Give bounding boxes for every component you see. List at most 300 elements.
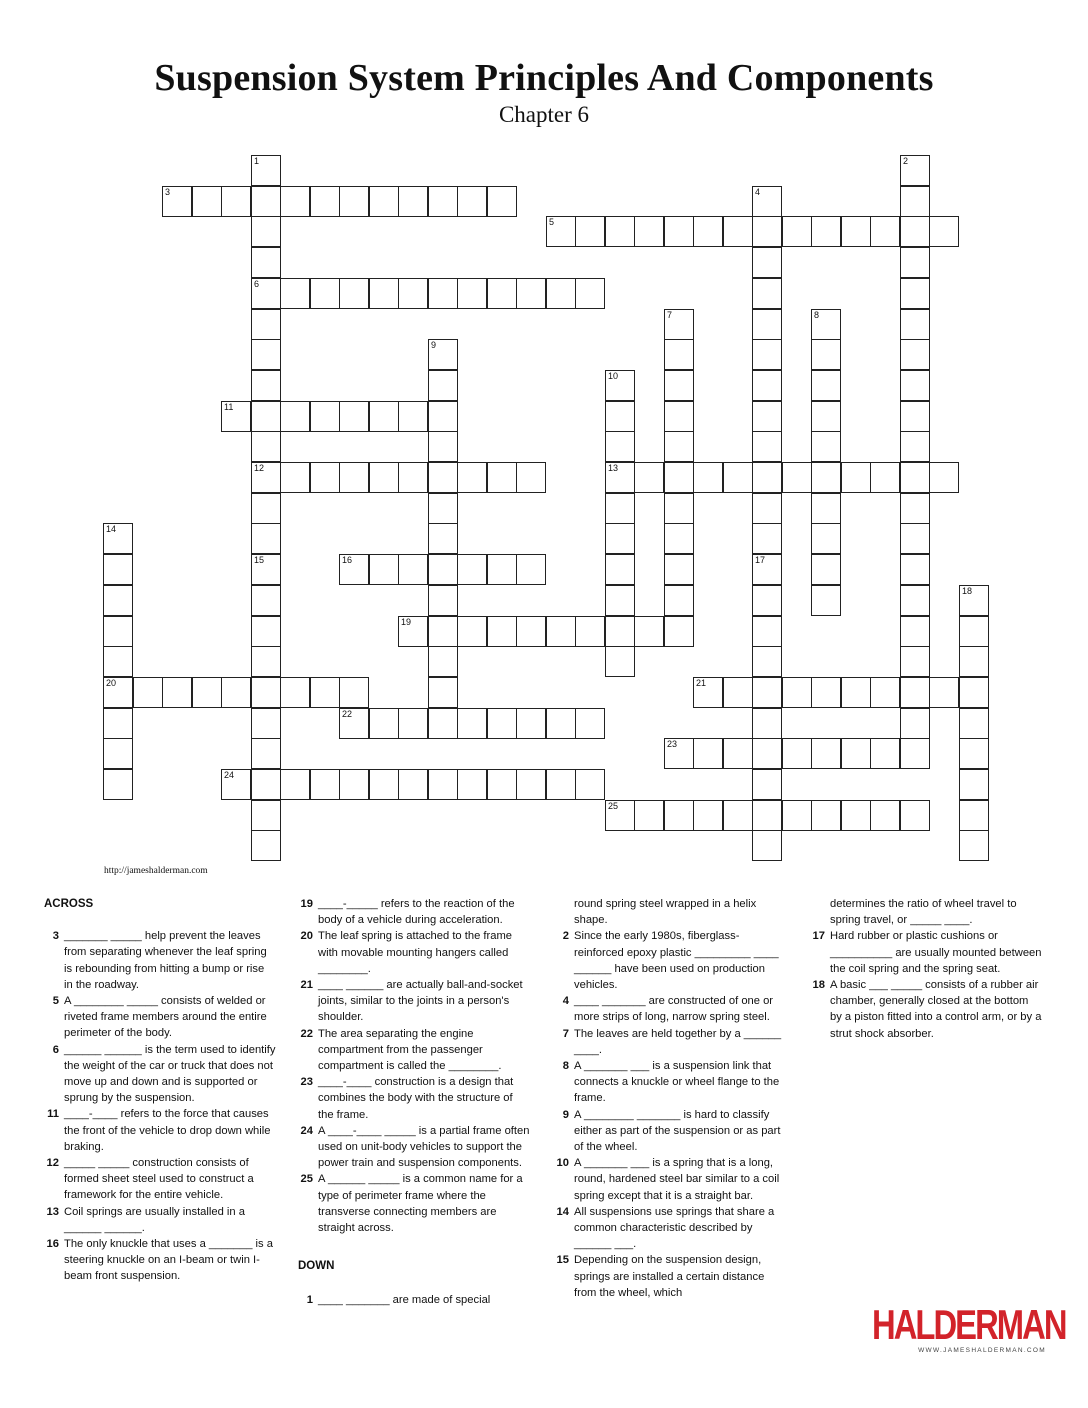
clue-9 (554, 1107, 786, 1156)
grid-cell[interactable] (752, 247, 782, 278)
grid-cell[interactable] (811, 554, 841, 585)
grid-cell[interactable] (752, 309, 782, 340)
grid-cell[interactable] (428, 431, 458, 462)
clue-continuation: determines the ratio of wheel travel to spring travel, or _____ ____. (830, 898, 1017, 927)
grid-cell[interactable] (811, 800, 841, 831)
grid-cell[interactable] (782, 216, 812, 247)
grid-cell[interactable] (752, 677, 782, 708)
grid-cell[interactable] (811, 677, 841, 708)
clue-number: 7 (562, 1027, 569, 1040)
clue-number: 25 (300, 1173, 313, 1186)
grid-cell[interactable] (664, 431, 694, 462)
grid-cell[interactable] (280, 462, 310, 493)
grid-cell[interactable] (900, 800, 930, 831)
grid-cell[interactable] (369, 462, 399, 493)
grid-cell[interactable] (752, 462, 782, 493)
clue-number: 5 (52, 995, 59, 1008)
grid-cell[interactable] (251, 800, 281, 831)
clue-number: 21 (300, 979, 313, 992)
grid-cell[interactable] (487, 462, 517, 493)
grid-cell[interactable] (251, 247, 281, 278)
grid-cell[interactable] (339, 769, 369, 800)
grid-cell[interactable] (251, 186, 281, 217)
grid-cell[interactable] (487, 769, 517, 800)
grid-cell[interactable] (575, 278, 605, 309)
grid-cell[interactable] (782, 462, 812, 493)
grid-cell[interactable] (634, 616, 664, 647)
clue-number: 16 (46, 1238, 59, 1251)
grid-cell[interactable] (428, 769, 458, 800)
grid-cell[interactable] (900, 585, 930, 616)
grid-cell[interactable] (103, 585, 133, 616)
clue-text: ______ ______ is the term used to identify the weight of the car or truck that does not move up and down and is supported or sprung by the suspension. (64, 1043, 276, 1105)
grid-clue-number: 3 (165, 187, 171, 197)
grid-cell[interactable] (752, 339, 782, 370)
clue-text: A _______ ___ is a spring that is a long, round, hardened steel bar similar to a coil spring except that it is a straight bar. (574, 1157, 780, 1202)
grid-cell[interactable] (723, 462, 753, 493)
grid-cell[interactable] (664, 216, 694, 247)
grid-cell[interactable] (900, 493, 930, 524)
grid-cell[interactable] (310, 401, 340, 432)
clue-text: All suspensions use springs that share a common characteristic described by ______ ___. (574, 1205, 775, 1251)
clue-3 (44, 928, 276, 993)
grid-cell[interactable] (428, 646, 458, 677)
grid-cell[interactable] (398, 401, 428, 432)
across-clue-list-continued (298, 896, 530, 1236)
grid-cell[interactable] (870, 800, 900, 831)
grid-cell[interactable] (192, 677, 222, 708)
grid-cell[interactable] (900, 677, 930, 708)
grid-cell[interactable] (251, 370, 281, 401)
grid-cell[interactable] (811, 738, 841, 769)
grid-cell[interactable] (103, 708, 133, 739)
grid-cell[interactable] (900, 339, 930, 370)
grid-cell[interactable] (280, 186, 310, 217)
grid-cell[interactable] (605, 216, 635, 247)
grid-cell[interactable] (841, 216, 871, 247)
grid-cell[interactable] (546, 216, 576, 247)
grid-cell[interactable] (457, 186, 487, 217)
clue-number: 17 (812, 930, 825, 943)
grid-cell[interactable] (634, 216, 664, 247)
grid-cell[interactable] (811, 493, 841, 524)
grid-cell[interactable] (516, 462, 546, 493)
grid-cell[interactable] (959, 616, 989, 647)
grid-cell[interactable] (280, 401, 310, 432)
grid-cell[interactable] (752, 493, 782, 524)
grid-cell[interactable] (900, 646, 930, 677)
grid-cell[interactable] (339, 401, 369, 432)
grid-cell[interactable] (398, 554, 428, 585)
grid-cell[interactable] (723, 216, 753, 247)
grid-cell[interactable] (487, 616, 517, 647)
grid-cell[interactable] (310, 462, 340, 493)
grid-clue-number: 14 (106, 524, 117, 534)
grid-cell[interactable] (900, 309, 930, 340)
grid-cell[interactable] (428, 186, 458, 217)
grid-cell[interactable] (251, 401, 281, 432)
grid-cell[interactable] (693, 677, 723, 708)
clue-text: ____-____ construction is a design that combines the body with the structure of the frame. (318, 1076, 514, 1121)
grid-cell[interactable] (251, 585, 281, 616)
grid-cell[interactable] (752, 278, 782, 309)
grid-cell[interactable] (752, 646, 782, 677)
grid-clue-number: 12 (254, 463, 265, 473)
grid-cell[interactable] (870, 462, 900, 493)
grid-cell[interactable] (752, 401, 782, 432)
grid-cell[interactable] (900, 247, 930, 278)
grid-cell[interactable] (516, 616, 546, 647)
grid-cell[interactable] (280, 278, 310, 309)
grid-cell[interactable] (664, 738, 694, 769)
clue-text: ____-_____ refers to the reaction of the body of a vehicle during acceleration. (318, 898, 515, 927)
clue-16 (44, 1236, 276, 1285)
grid-cell[interactable] (428, 278, 458, 309)
grid-cell[interactable] (546, 616, 576, 647)
grid-cell[interactable] (811, 370, 841, 401)
grid-cell[interactable] (251, 278, 281, 309)
grid-cell[interactable] (310, 677, 340, 708)
grid-cell[interactable] (221, 186, 251, 217)
grid-cell[interactable] (398, 278, 428, 309)
grid-cell[interactable] (428, 554, 458, 585)
grid-cell[interactable] (900, 738, 930, 769)
grid-cell[interactable] (103, 646, 133, 677)
grid-cell[interactable] (605, 554, 635, 585)
grid-cell[interactable] (900, 278, 930, 309)
grid-cell[interactable] (221, 677, 251, 708)
grid-cell[interactable] (900, 554, 930, 585)
grid-cell[interactable] (693, 216, 723, 247)
grid-cell[interactable] (575, 216, 605, 247)
grid-cell[interactable] (634, 800, 664, 831)
grid-cell[interactable] (457, 616, 487, 647)
grid-cell[interactable] (516, 708, 546, 739)
grid-cell[interactable] (664, 800, 694, 831)
grid-cell[interactable] (811, 309, 841, 340)
grid-cell[interactable] (959, 646, 989, 677)
grid-cell[interactable] (634, 462, 664, 493)
grid-cell[interactable] (664, 554, 694, 585)
grid-cell[interactable] (487, 708, 517, 739)
grid-cell[interactable] (959, 677, 989, 708)
grid-cell[interactable] (310, 769, 340, 800)
grid-cell[interactable] (428, 401, 458, 432)
grid-cell[interactable] (369, 186, 399, 217)
grid-cell[interactable] (605, 800, 635, 831)
grid-cell[interactable] (251, 462, 281, 493)
grid-cell[interactable] (162, 677, 192, 708)
grid-cell[interactable] (428, 616, 458, 647)
grid-cell[interactable] (900, 155, 930, 186)
grid-cell[interactable] (959, 830, 989, 861)
grid-cell[interactable] (428, 585, 458, 616)
clue-7 (554, 1026, 786, 1058)
grid-cell[interactable] (900, 616, 930, 647)
grid-cell[interactable] (369, 708, 399, 739)
grid-cell[interactable] (693, 738, 723, 769)
grid-cell[interactable] (251, 738, 281, 769)
grid-cell[interactable] (339, 462, 369, 493)
grid-cell[interactable] (546, 769, 576, 800)
grid-cell[interactable] (605, 523, 635, 554)
grid-cell[interactable] (841, 800, 871, 831)
grid-cell[interactable] (782, 677, 812, 708)
grid-cell[interactable] (664, 401, 694, 432)
grid-cell[interactable] (339, 708, 369, 739)
grid-cell[interactable] (929, 216, 959, 247)
clue-text: ____ _______ are made of special (318, 1294, 491, 1307)
site-url: http://jameshalderman.com (104, 866, 208, 876)
grid-cell[interactable] (280, 677, 310, 708)
grid-cell[interactable] (428, 708, 458, 739)
grid-cell[interactable] (811, 401, 841, 432)
grid-cell[interactable] (546, 708, 576, 739)
grid-cell[interactable] (103, 616, 133, 647)
grid-cell[interactable] (251, 155, 281, 186)
grid-cell[interactable] (605, 493, 635, 524)
grid-cell[interactable] (575, 769, 605, 800)
grid-cell[interactable] (959, 585, 989, 616)
clue-1 (298, 1292, 530, 1308)
grid-cell[interactable] (575, 708, 605, 739)
grid-cell[interactable] (251, 677, 281, 708)
grid-cell[interactable] (605, 431, 635, 462)
grid-cell[interactable] (811, 339, 841, 370)
clue-text: The leaves are held together by a ______ ____. (574, 1027, 782, 1056)
grid-cell[interactable] (251, 523, 281, 554)
grid-cell[interactable] (251, 493, 281, 524)
grid-cell[interactable] (251, 616, 281, 647)
grid-cell[interactable] (752, 800, 782, 831)
grid-cell[interactable] (251, 830, 281, 861)
grid-cell[interactable] (664, 493, 694, 524)
grid-clue-number: 19 (401, 617, 412, 627)
grid-cell[interactable] (487, 554, 517, 585)
grid-cell[interactable] (900, 186, 930, 217)
grid-cell[interactable] (398, 769, 428, 800)
grid-cell[interactable] (959, 769, 989, 800)
grid-cell[interactable] (900, 370, 930, 401)
grid-cell[interactable] (752, 370, 782, 401)
grid-cell[interactable] (811, 523, 841, 554)
clues-column-3 (554, 896, 786, 1301)
grid-cell[interactable] (959, 708, 989, 739)
grid-cell[interactable] (487, 186, 517, 217)
clue-number: 15 (556, 1254, 569, 1267)
clue-4 (554, 993, 786, 1025)
grid-cell[interactable] (251, 646, 281, 677)
grid-cell[interactable] (428, 493, 458, 524)
grid-cell[interactable] (664, 370, 694, 401)
across-clue-list (44, 928, 276, 1284)
grid-cell[interactable] (369, 554, 399, 585)
grid-cell[interactable] (811, 462, 841, 493)
clue-number: 6 (52, 1043, 59, 1056)
grid-cell[interactable] (664, 523, 694, 554)
grid-cell[interactable] (959, 738, 989, 769)
grid-cell[interactable] (192, 186, 222, 217)
grid-cell[interactable] (546, 278, 576, 309)
logo-brand: HALDERMAN (872, 1301, 1066, 1348)
grid-cell[interactable] (782, 800, 812, 831)
grid-cell[interactable] (428, 462, 458, 493)
grid-cell[interactable] (752, 216, 782, 247)
clue-text: A ______ _____ is a common name for a type of perimeter frame where the transverse connecting members are straight across. (318, 1173, 523, 1235)
clue-text: Depending on the suspension design, springs are installed a certain distance from the wheel, which (574, 1254, 765, 1299)
grid-cell[interactable] (398, 708, 428, 739)
grid-cell[interactable] (398, 616, 428, 647)
grid-cell[interactable] (870, 216, 900, 247)
grid-cell[interactable] (752, 523, 782, 554)
grid-clue-number: 5 (549, 217, 555, 227)
grid-cell[interactable] (251, 216, 281, 247)
grid-cell[interactable] (339, 677, 369, 708)
grid-cell[interactable] (457, 708, 487, 739)
clue-24 (298, 1123, 530, 1172)
grid-cell[interactable] (103, 738, 133, 769)
grid-cell[interactable] (870, 738, 900, 769)
clue-number: 19 (300, 898, 313, 910)
grid-cell[interactable] (664, 585, 694, 616)
grid-cell[interactable] (516, 769, 546, 800)
clue-number: 12 (46, 1157, 59, 1170)
clue-text: ____ _______ are constructed of one or more strips of long, narrow spring steel. (574, 995, 774, 1024)
grid-cell[interactable] (251, 554, 281, 585)
grid-cell[interactable] (251, 708, 281, 739)
grid-cell[interactable] (841, 677, 871, 708)
grid-cell[interactable] (487, 278, 517, 309)
grid-cell[interactable] (605, 646, 635, 677)
grid-cell[interactable] (605, 585, 635, 616)
grid-cell[interactable] (664, 339, 694, 370)
grid-cell[interactable] (310, 278, 340, 309)
grid-cell[interactable] (398, 186, 428, 217)
grid-clue-number: 23 (667, 739, 678, 749)
grid-cell[interactable] (811, 216, 841, 247)
grid-cell[interactable] (605, 462, 635, 493)
clue-number: 18 (812, 979, 825, 992)
clue-text: _______ _____ help prevent the leaves from separating whenever the leaf spring is rebounding from hitting a bump or rise in the roadway. (64, 930, 267, 991)
grid-cell[interactable] (605, 401, 635, 432)
grid-cell[interactable] (280, 769, 310, 800)
grid-cell[interactable] (782, 738, 812, 769)
grid-cell[interactable] (841, 738, 871, 769)
grid-cell[interactable] (339, 278, 369, 309)
grid-cell[interactable] (310, 186, 340, 217)
grid-cell[interactable] (369, 769, 399, 800)
grid-cell[interactable] (752, 554, 782, 585)
grid-cell[interactable] (752, 708, 782, 739)
clue-text: ____ ______ are actually ball-and-socket joints, similar to the joints in a person's shoulder. (318, 979, 523, 1024)
grid-cell[interactable] (870, 677, 900, 708)
grid-cell[interactable] (103, 554, 133, 585)
grid-cell[interactable] (900, 523, 930, 554)
grid-cell[interactable] (339, 186, 369, 217)
grid-cell[interactable] (929, 462, 959, 493)
page-title: Suspension System Principles And Components (154, 57, 934, 99)
grid-cell[interactable] (841, 462, 871, 493)
clue-8 (554, 1058, 786, 1107)
grid-cell[interactable] (398, 462, 428, 493)
grid-cell[interactable] (103, 523, 133, 554)
grid-cell[interactable] (605, 370, 635, 401)
grid-cell[interactable] (339, 554, 369, 585)
grid-clue-number: 10 (608, 371, 619, 381)
clue-2 (554, 928, 786, 993)
grid-cell[interactable] (251, 309, 281, 340)
grid-cell[interactable] (221, 769, 251, 800)
grid-cell[interactable] (457, 278, 487, 309)
grid-cell[interactable] (428, 339, 458, 370)
grid-cell[interactable] (811, 585, 841, 616)
grid-cell[interactable] (723, 738, 753, 769)
grid-cell[interactable] (752, 616, 782, 647)
grid-cell[interactable] (428, 523, 458, 554)
clue-number: 8 (562, 1060, 569, 1073)
grid-cell[interactable] (428, 677, 458, 708)
grid-cell[interactable] (752, 769, 782, 800)
grid-cell[interactable] (929, 677, 959, 708)
grid-cell[interactable] (900, 401, 930, 432)
grid-cell[interactable] (162, 186, 192, 217)
grid-cell[interactable] (752, 830, 782, 861)
grid-cell[interactable] (959, 800, 989, 831)
clue-number: 10 (556, 1157, 569, 1170)
grid-cell[interactable] (133, 677, 163, 708)
grid-cell[interactable] (723, 800, 753, 831)
grid-cell[interactable] (457, 554, 487, 585)
grid-cell[interactable] (664, 309, 694, 340)
grid-cell[interactable] (605, 616, 635, 647)
grid-cell[interactable] (369, 278, 399, 309)
clue-text: Since the early 1980s, fiberglass-reinforced epoxy plastic _________ ____ ______ have been used on production vehicles. (574, 930, 779, 992)
grid-cell[interactable] (664, 462, 694, 493)
grid-cell[interactable] (723, 677, 753, 708)
grid-cell[interactable] (900, 462, 930, 493)
clue-text: Hard rubber or plastic cushions or __________ are usually mounted between the coil spring and the spring seat. (830, 930, 1042, 975)
grid-cell[interactable] (752, 431, 782, 462)
grid-cell[interactable] (103, 769, 133, 800)
grid-cell[interactable] (693, 800, 723, 831)
grid-cell[interactable] (457, 769, 487, 800)
grid-cell[interactable] (251, 431, 281, 462)
grid-cell[interactable] (693, 462, 723, 493)
grid-cell[interactable] (900, 708, 930, 739)
logo-tagline: WWW.JAMESHALDERMAN.COM (918, 1347, 1046, 1354)
grid-cell[interactable] (457, 462, 487, 493)
grid-cell[interactable] (251, 769, 281, 800)
grid-cell[interactable] (752, 738, 782, 769)
clue-6 (44, 1042, 276, 1107)
grid-cell[interactable] (664, 616, 694, 647)
grid-cell[interactable] (516, 278, 546, 309)
grid-cell[interactable] (575, 616, 605, 647)
grid-cell[interactable] (428, 370, 458, 401)
grid-cell[interactable] (752, 585, 782, 616)
grid-cell[interactable] (516, 554, 546, 585)
grid-cell[interactable] (221, 401, 251, 432)
grid-cell[interactable] (369, 401, 399, 432)
clue-continuation: round spring steel wrapped in a helix shape. (574, 898, 757, 927)
grid-cell[interactable] (251, 339, 281, 370)
grid-cell[interactable] (900, 431, 930, 462)
halderman-logo (872, 1301, 1066, 1354)
grid-cell[interactable] (900, 216, 930, 247)
grid-cell[interactable] (103, 677, 133, 708)
grid-cell[interactable] (752, 186, 782, 217)
grid-cell[interactable] (811, 431, 841, 462)
